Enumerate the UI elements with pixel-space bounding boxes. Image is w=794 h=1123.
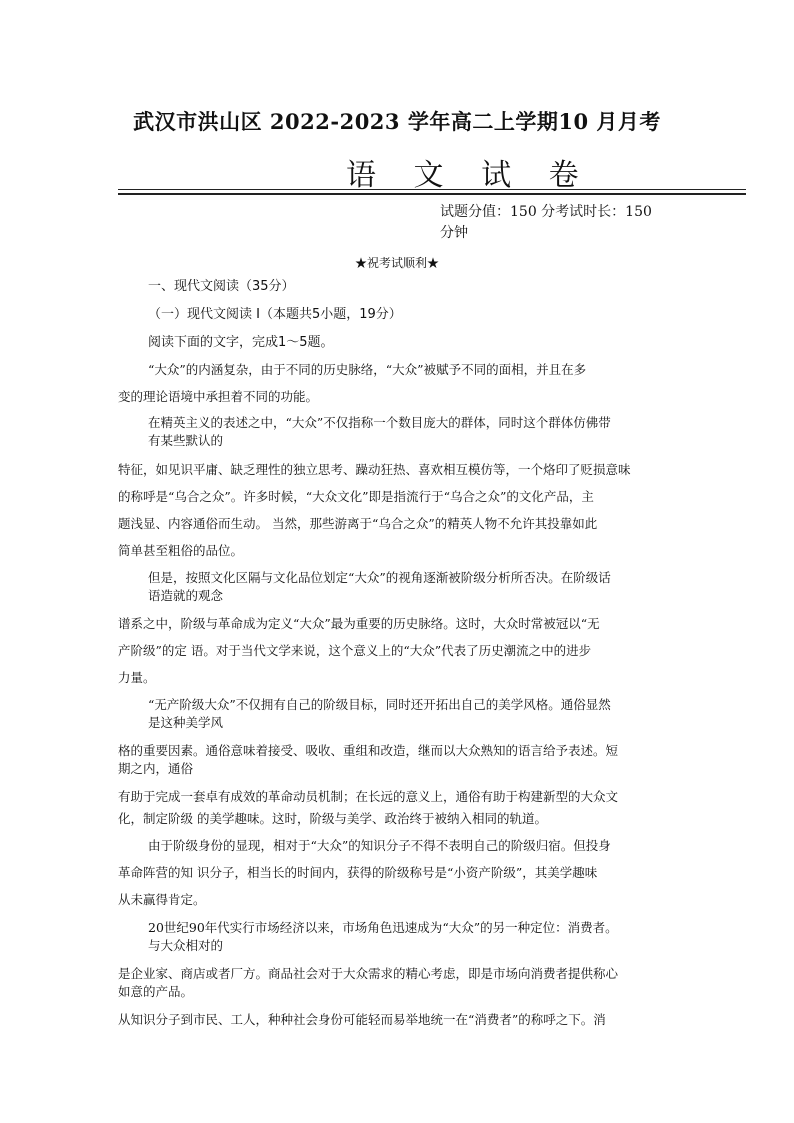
header-rule-thin [118,189,746,190]
exam-meta-line2: 分钟 [440,225,468,241]
instruction-text: 阅读下面的文字，完成1～5题。 [148,335,334,350]
exam-subject: 语 文 试 卷 [346,158,593,193]
text-line: 产阶级”的定 语。对于当代文学来说，这个意义上的“大众”代表了历史潮流之中的进步 [118,643,592,658]
text-line: 20世纪90年代实行市场经济以来，市场角色迅速成为“大众”的另一种定位：消费者。 [148,920,618,935]
text-line: 题浅显、内容通俗而生动。 当然，那些游离于“乌合之众”的精英人物不允许其投靠如此 [118,516,598,531]
exam-meta-line1: 试题分值：150 分考试时长：150 [440,204,652,220]
text-line: 如意的产品。 [118,984,194,999]
text-line: 由于阶级身份的显现，相对于“大众”的知识分子不得不表明自己的阶级归宿。但投身 [148,838,611,853]
text-line: “无产阶级大众”不仅拥有自己的阶级目标，同时还开拓出自己的美学风格。通俗显然 [148,697,611,712]
text-line: 格的重要因素。通俗意味着接受、吸收、重组和改造，继而以大众熟知的语言给予表述。短 [118,743,619,758]
text-line: 期之内，通俗 [118,761,194,776]
text-line: 化，制定阶级 的美学趣味。这时，阶级与美学、政治终于被纳入相同的轨道。 [118,811,547,826]
header-rule-thick [118,193,746,195]
text-line: 力量。 [118,670,156,685]
text-line: 是这种美学风 [148,715,224,730]
exam-meta [440,202,680,244]
text-line: 但是，按照文化区隔与文化品位划定“大众”的视角逐渐被阶级分析所否决。在阶级话 [148,570,611,585]
text-line: 是企业家、商店或者厂方。商品社会对于大众需求的精心考虑，即是市场向消费者提供称心 [118,966,619,981]
text-line: 有助于完成一套卓有成效的革命动员机制；在长远的意义上，通俗有助于构建新型的大众文 [118,789,619,804]
text-line: 特征，如见识平庸、缺乏理性的独立思考、躁动狂热、喜欢相互模仿等，一个烙印了贬损意味 [118,462,631,477]
text-line: 语造就的观念 [148,588,224,603]
text-line: 变的理论语境中承担着不同的功能。 [118,389,319,404]
subsection-heading: （一）现代文阅读 I（本题共5小题，19分） [148,307,402,322]
section-heading: 一、现代文阅读（35分） [148,279,295,294]
text-line: 谱系之中，阶级与革命成为定义“大众”最为重要的历史脉络。这时，大众时常被冠以“无 [118,616,600,631]
text-line: 从知识分子到市民、工人，种种社会身份可能轻而易举地统一在“消费者”的称呼之下。消 [118,1012,606,1027]
text-line: 简单甚至粗俗的品位。 [118,543,244,558]
exam-title: 武汉市洪山区 2022-2023 学年高二上学期10 月月考 [133,109,661,134]
text-line: 从未赢得肯定。 [118,892,206,907]
text-line: 的称呼是“乌合之众”。许多时候，“大众文化”即是指流行于“乌合之众”的文化产品，主 [118,489,594,504]
text-line: “大众”的内涵复杂，由于不同的历史脉络，“大众”被赋予不同的面相，并且在多 [148,362,587,377]
good-luck-note: ★祝考试顺利★ [354,256,439,270]
text-line: 与大众相对的 [148,938,224,953]
text-line: 革命阵营的知 识分子，相当长的时间内，获得的阶级称号是“小资产阶级”，其美学趣味 [118,865,598,880]
text-line: 在精英主义的表述之中，“大众”不仅指称一个数目庞大的群体，同时这个群体仿佛带 [148,415,611,430]
text-line: 有某些默认的 [148,433,224,448]
